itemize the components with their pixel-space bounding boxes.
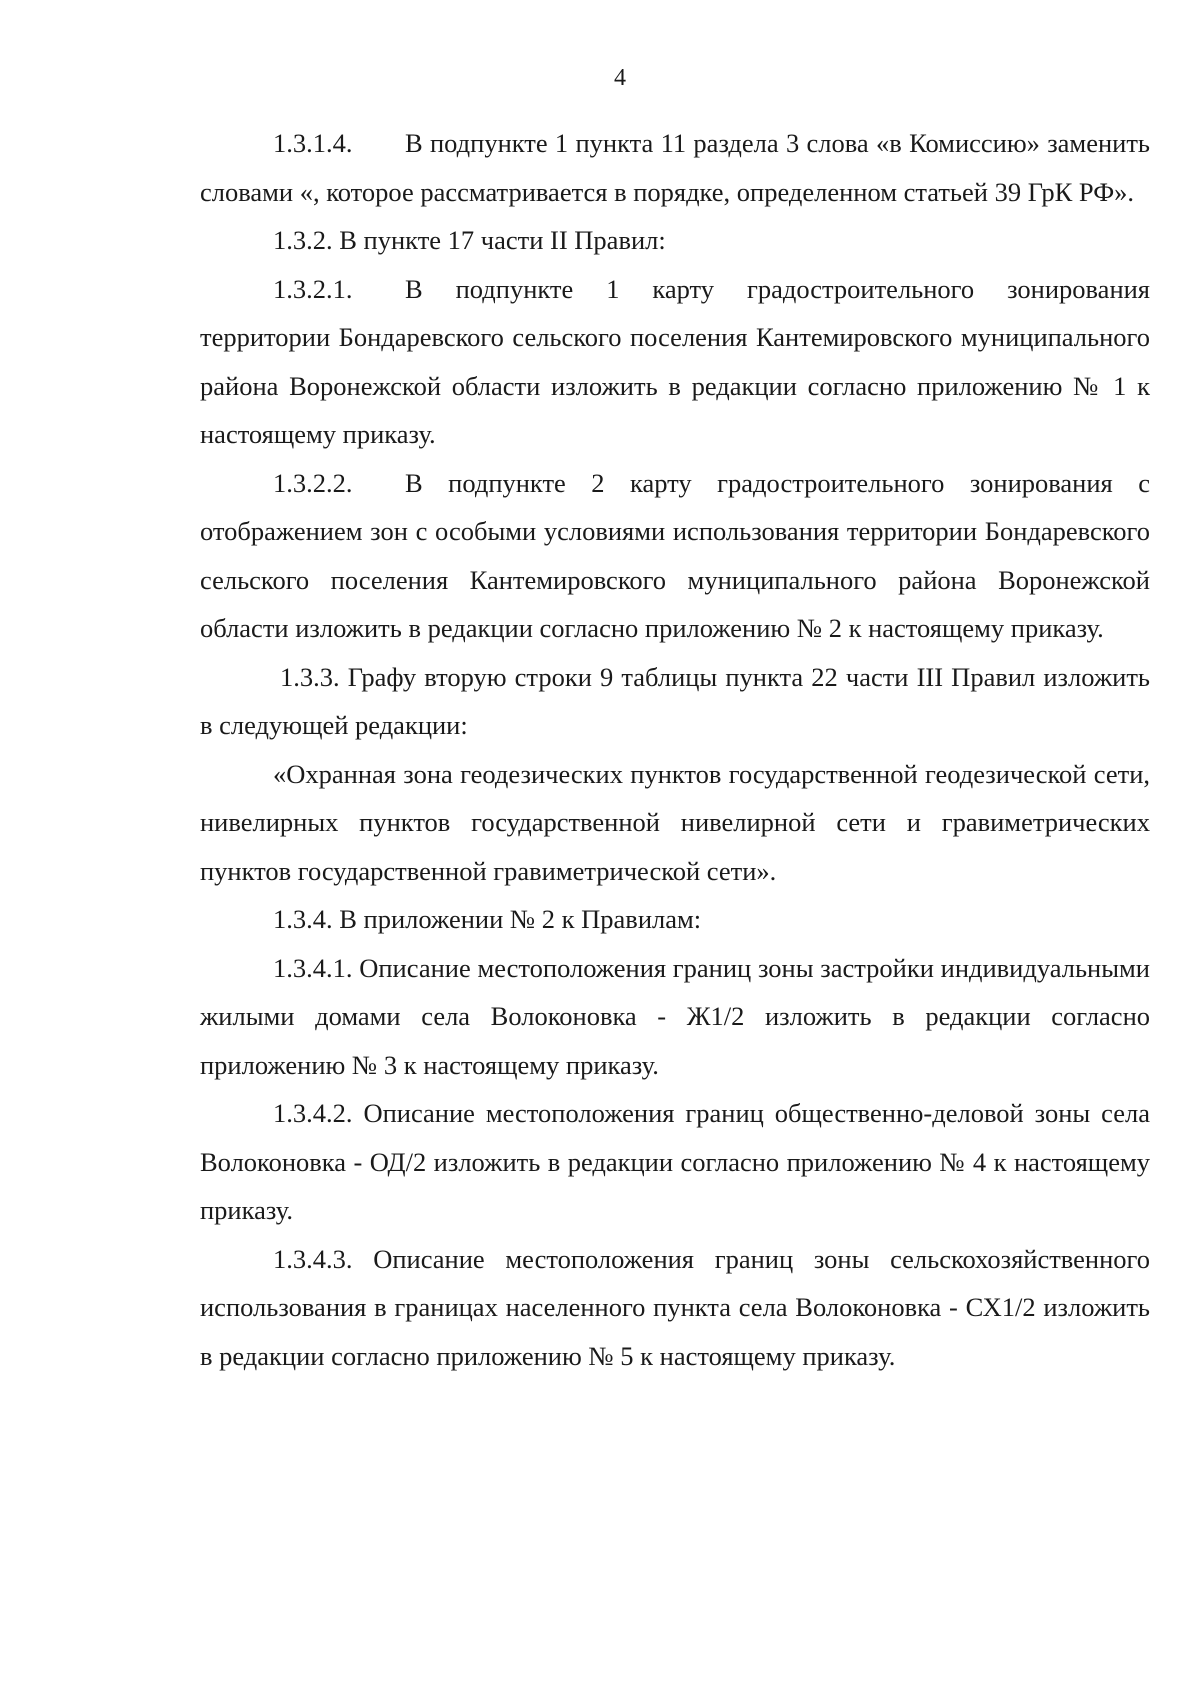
item-number: 1.3.2.1. (273, 273, 353, 304)
paragraph-text: 1.3.3. Графу вторую строки 9 таблицы пункта 22 части III Правил изложить в следующей редакции: (200, 661, 1150, 740)
page-number: 4 (614, 65, 626, 91)
document-body (200, 119, 1150, 1380)
paragraph-1-3-4-1 (200, 944, 1150, 1090)
paragraph-1-3-2 (200, 216, 1150, 265)
paragraph-text: 1.3.4.3. Описание местоположения границ зоны сельскохозяйственного использования в границах населенного пункта села Волоконовка - СХ1/2 изложить в редакции согласно приложению № 5 к настоящему приказу. (200, 1243, 1150, 1371)
paragraph-text: В подпункте 1 карту градостроительного зонирования территории Бондаревского сельского поселения Кантемировского муниципального района Воронежской области изложить в редакции согласно приложению № 1 к настоящему приказу. (200, 273, 1150, 449)
paragraph-text: 1.3.2. В пункте 17 части II Правил: (273, 225, 666, 255)
item-number: 1.3.1.4. (273, 128, 353, 158)
paragraph-text: 1.3.4.2. Описание местоположения границ общественно-деловой зоны села Волоконовка - ОД/2 изложить в редакции согласно приложению № 4 к настоящему приказу. (200, 1098, 1150, 1225)
paragraph-text: В подпункте 2 карту градостроительного зонирования с отображением зон с особыми условиями использования территории Бондаревского сельского поселения Кантемировского муниципального района Воронежской области изложить в редакции согласно приложению № 2 к настоящему приказу. (200, 467, 1150, 643)
paragraph-text: «Охранная зона геодезических пунктов государственной геодезической сети, нивелирных пунктов государственной нивелирной сети и гравиметрических пунктов государственной гравиметрической сети». (200, 758, 1150, 886)
paragraph-1-3-4-2 (200, 1089, 1150, 1235)
paragraph-text: 1.3.4.1. Описание местоположения границ зоны застройки индивидуальными жилыми домами села Волоконовка - Ж1/2 изложить в редакции согласно приложению № 3 к настоящему приказу. (200, 952, 1150, 1080)
paragraph-1-3-4 (200, 895, 1150, 944)
paragraph-quote (200, 750, 1150, 896)
paragraph-1-3-1-4 (200, 119, 1150, 216)
paragraph-1-3-2-1 (200, 265, 1150, 459)
paragraph-text: В подпункте 1 пункта 11 раздела 3 слова «в Комиссию» заменить словами «, которое рассматривается в порядке, определенном статьей 39 ГрК РФ». (200, 128, 1150, 207)
paragraph-text: 1.3.4. В приложении № 2 к Правилам: (273, 904, 702, 934)
paragraph-1-3-4-3 (200, 1235, 1150, 1381)
paragraph-1-3-2-2 (200, 459, 1150, 653)
item-number: 1.3.2.2. (273, 467, 353, 498)
paragraph-1-3-3 (200, 653, 1150, 750)
